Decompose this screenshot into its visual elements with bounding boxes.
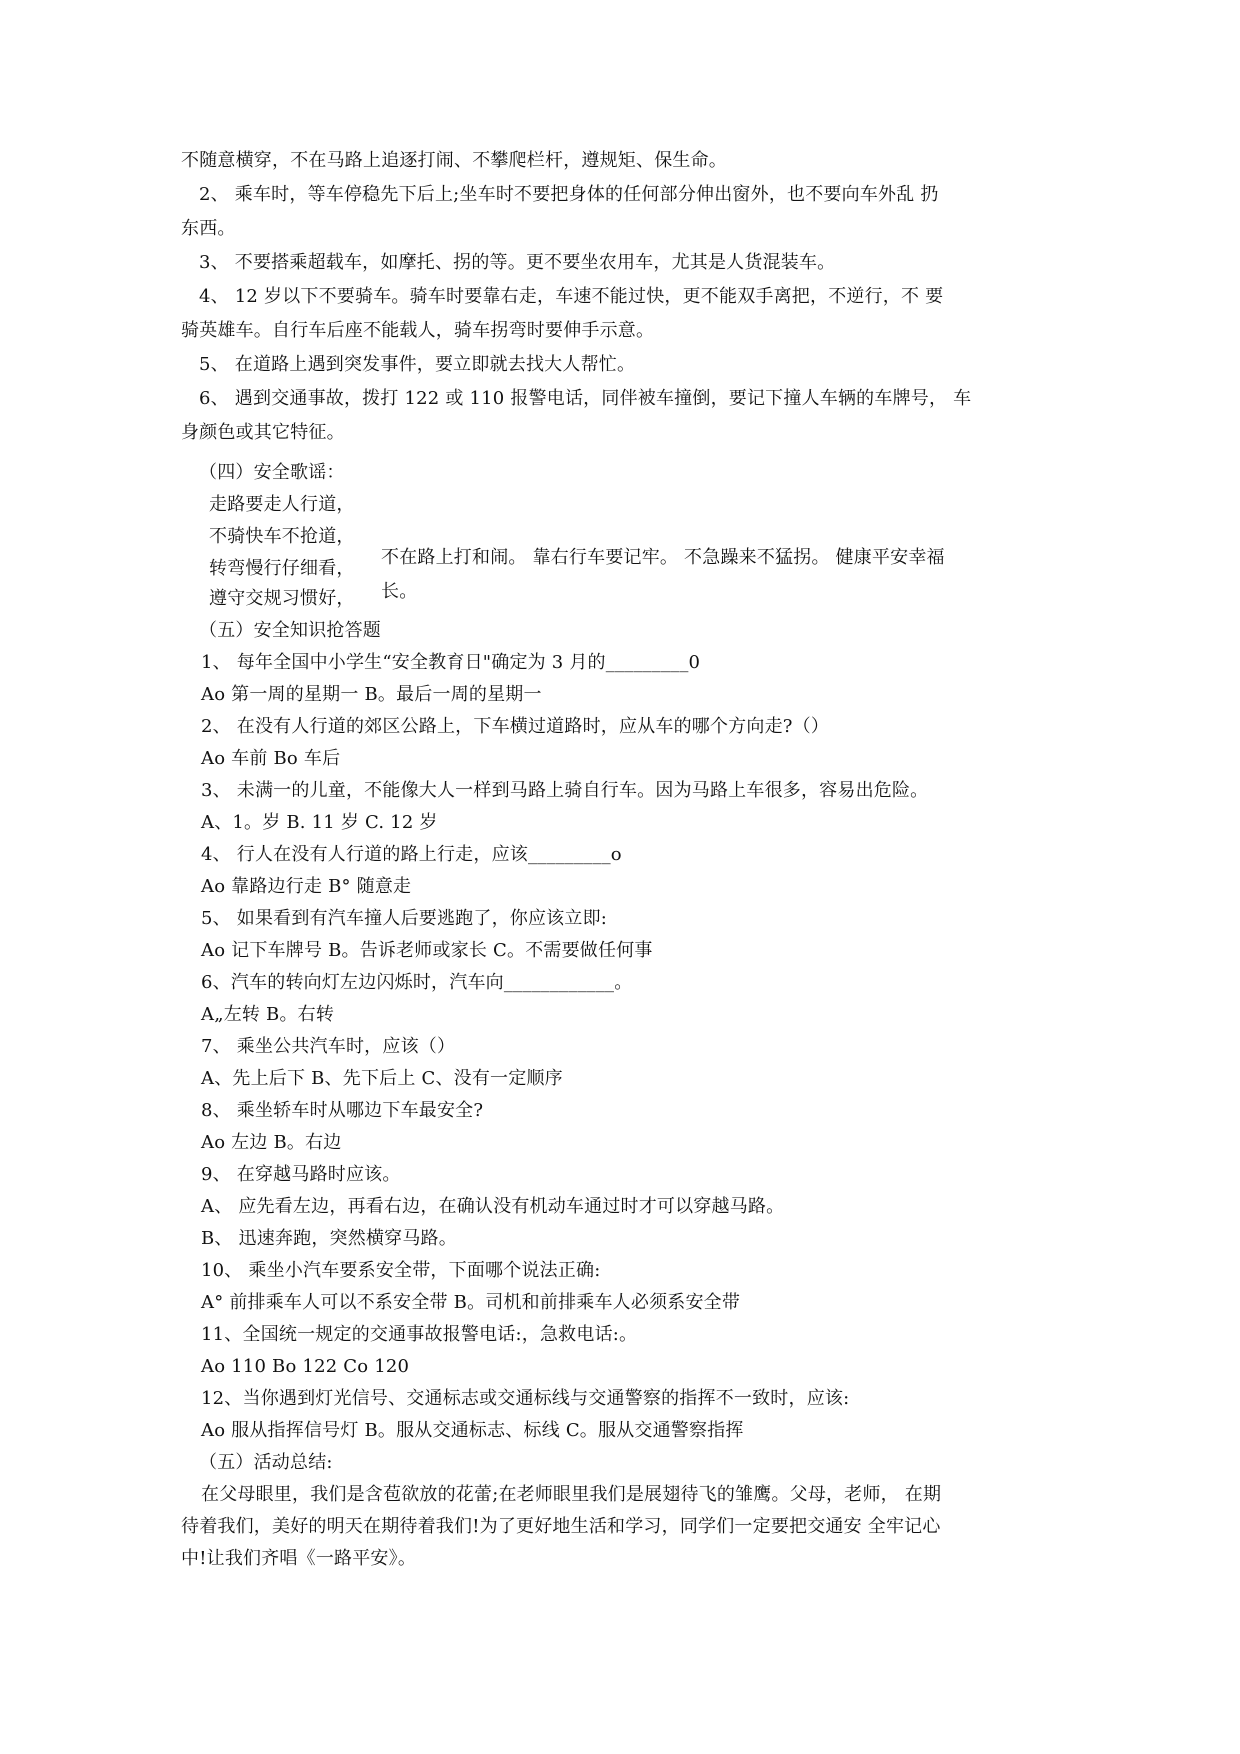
quiz-question-7: 7、 乘坐公共汽车时，应该（） [201,1036,456,1057]
quiz-heading: （五）安全知识抢答题 [199,620,381,641]
quiz-answer-11: Ao 110 Bo 122 Co 120 [201,1356,410,1377]
summary-paragraph-line-1: 在父母眼里，我们是含苞欲放的花蕾;在老师眼里我们是展翅待飞的雏鹰。父母，老师， 在期 [201,1484,942,1505]
quiz-question-8: 8、 乘坐轿车时从哪边下车最安全? [201,1100,484,1121]
rule-6-line-2: 身颜色或其它特征。 [181,422,345,443]
rule-5: 5、 在道路上遇到突发事件，要立即就去找大人帮忙。 [199,354,636,375]
rule-1-continuation: 不随意横穿，不在马路上追逐打闹、不攀爬栏杆，遵规矩、保生命。 [181,150,727,171]
quiz-question-9: 9、 在穿越马路时应该。 [201,1164,401,1185]
summary-paragraph-line-2: 待着我们，美好的明天在期待着我们!为了更好地生活和学习，同学们一定要把交通安 全牢记心 [181,1516,941,1537]
rule-2-line-2: 东西。 [181,218,236,239]
quiz-answer-12: Ao 服从指挥信号灯 B。服从交通标志、标线 C。服从交通警察指挥 [201,1420,744,1441]
quiz-answer-7: A、先上后下 B、先下后上 C、没有一定顺序 [201,1068,563,1089]
quiz-question-11: 11、全国统一规定的交通事故报警电话:，急救电话:。 [201,1324,638,1345]
quiz-question-10: 10、 乘坐小汽车要系安全带，下面哪个说法正确: [201,1260,601,1281]
rule-6-line-1: 6、 遇到交通事故，拨打 122 或 110 报警电话，同伴被车撞倒，要记下撞人车辆的车牌号， 车 [199,388,972,409]
rule-3: 3、 不要搭乘超载车，如摩托、拐的等。更不要坐农用车，尤其是人货混装车。 [199,252,836,273]
rule-2-line-1: 2、 乘车时，等车停稳先下后上;坐车时不要把身体的任何部分伸出窗外，也不要向车外乱 扔 [199,184,939,205]
song-line-1: 走路要走人行道， [209,494,355,515]
song-tail-line-1: 不在路上打和闹。 靠右行车要记牢。 不急躁来不猛拐。 健康平安幸福 [381,547,945,568]
summary-heading: （五）活动总结: [199,1452,333,1473]
quiz-question-1: 1、 每年全国中小学生“安全教育日"确定为 3 月的_________0 [201,652,701,673]
quiz-answer-9a: A、 应先看左边，再看右边，在确认没有机动车通过时才可以穿越马路。 [201,1196,785,1217]
rule-4-line-1: 4、 12 岁以下不要骑车。骑车时要靠右走，车速不能过快，更不能双手离把，不逆行，不 要 [199,286,944,307]
song-line-3: 转弯慢行仔细看， [209,558,355,579]
quiz-question-4: 4、 行人在没有人行道的路上行走，应该_________o [201,844,622,865]
quiz-answer-1: Ao 第一周的星期一 B。最后一周的星期一 [201,684,542,705]
quiz-question-2: 2、 在没有人行道的郊区公路上，下车横过道路时，应从车的哪个方向走?（） [201,716,830,737]
rule-4-line-2: 骑英雄车。自行车后座不能载人，骑车拐弯时要伸手示意。 [181,320,655,341]
summary-paragraph-line-3: 中!让我们齐唱《一路平安》。 [181,1548,417,1569]
quiz-question-3: 3、 未满一的儿童，不能像大人一样到马路上骑自行车。因为马路上车很多，容易出危险。 [201,780,929,801]
quiz-answer-6: A„左转 B。右转 [201,1004,335,1025]
song-line-2: 不骑快车不抢道， [209,526,355,547]
quiz-answer-10: A° 前排乘车人可以不系安全带 B。司机和前排乘车人必须系安全带 [201,1292,741,1313]
quiz-question-12: 12、当你遇到灯光信号、交通标志或交通标线与交通警察的指挥不一致时，应该: [201,1388,850,1409]
quiz-question-6: 6、汽车的转向灯左边闪烁时，汽车向____________。 [201,972,633,993]
quiz-answer-4: Ao 靠路边行走 B° 随意走 [201,876,412,897]
quiz-answer-9b: B、 迅速奔跑，突然横穿马路。 [201,1228,457,1249]
quiz-answer-2: Ao 车前 Bo 车后 [201,748,341,769]
quiz-answer-5: Ao 记下车牌号 B。告诉老师或家长 C。不需要做任何事 [201,940,653,961]
quiz-question-5: 5、 如果看到有汽车撞人后要逃跑了，你应该立即: [201,908,608,929]
song-heading: （四）安全歌谣： [199,462,345,483]
song-tail-line-2: 长。 [381,581,418,602]
quiz-answer-8: Ao 左边 B。右边 [201,1132,342,1153]
song-line-4: 遵守交规习惯好， [209,588,355,609]
quiz-answer-3: A、1。岁 B. 11 岁 C. 12 岁 [201,812,438,833]
